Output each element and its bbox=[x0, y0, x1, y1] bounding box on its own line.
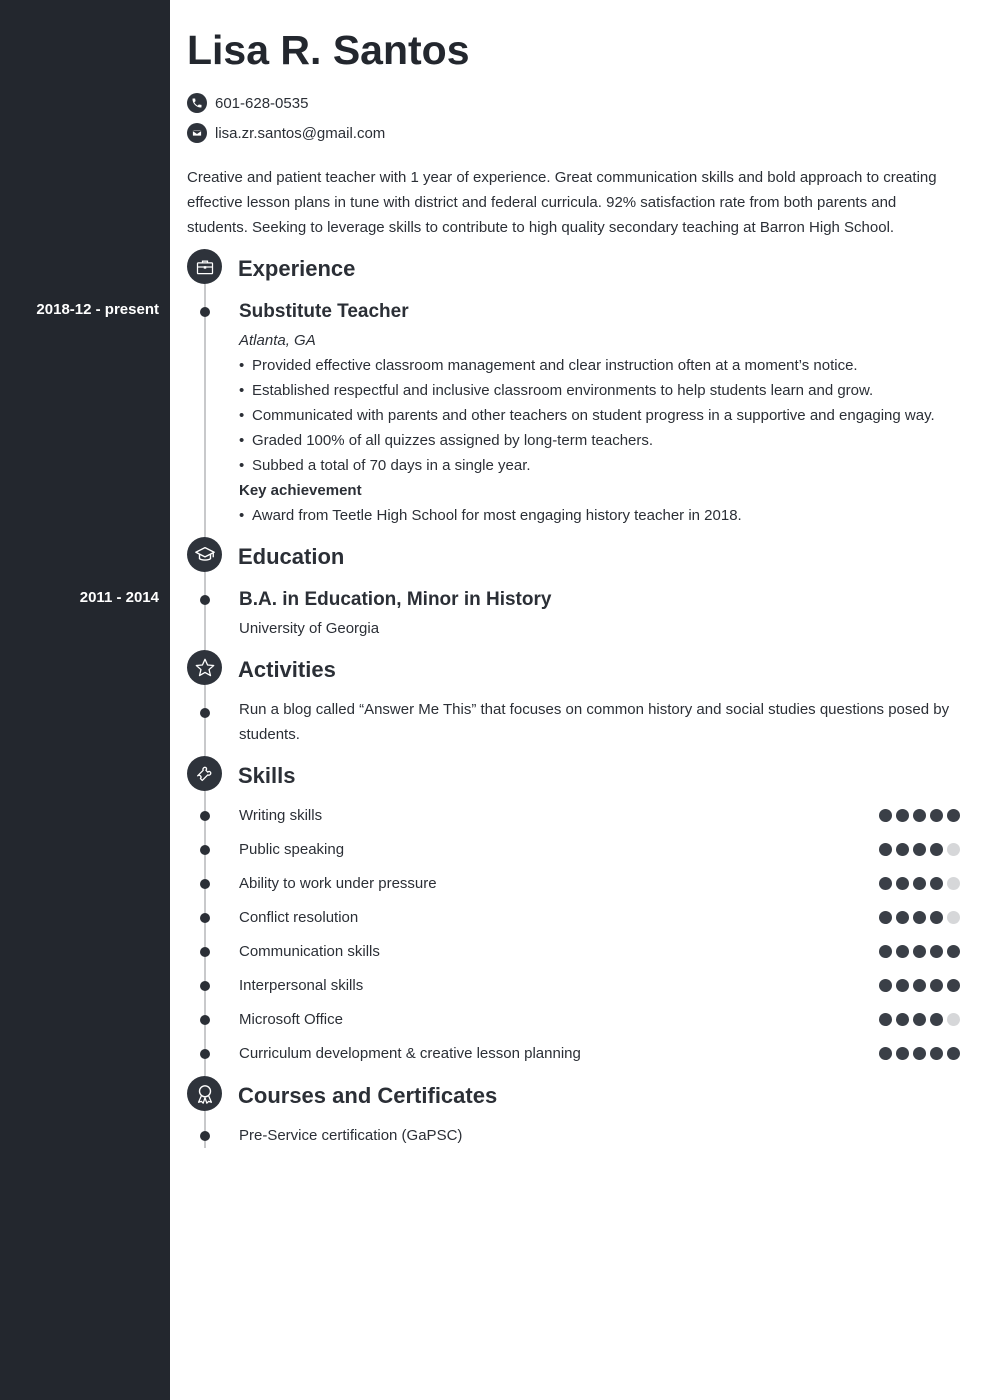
timeline-dot bbox=[200, 1049, 210, 1059]
section-title-courses: Courses and Certificates bbox=[238, 1083, 498, 1108]
rating-dot-filled bbox=[879, 843, 892, 856]
timeline-line-courses bbox=[204, 1111, 206, 1148]
rating-dot-filled bbox=[879, 877, 892, 890]
rating-dot-filled bbox=[879, 1047, 892, 1060]
rating-dot-filled bbox=[930, 877, 943, 890]
list-item: • Graded 100% of all quizzes assigned by long-term teachers. bbox=[239, 428, 935, 453]
timeline-line-education bbox=[204, 572, 206, 650]
section-title-skills: Skills bbox=[238, 763, 296, 788]
rating-dot-filled bbox=[879, 809, 892, 822]
rating-dot-empty bbox=[947, 1013, 960, 1026]
rating-dot-filled bbox=[879, 911, 892, 924]
timeline-line-skills bbox=[204, 791, 206, 1076]
skill-rating bbox=[879, 1013, 960, 1026]
rating-dot-empty bbox=[947, 843, 960, 856]
briefcase-icon bbox=[187, 249, 222, 284]
rating-dot-filled bbox=[913, 1047, 926, 1060]
skill-name: Interpersonal skills bbox=[239, 977, 364, 994]
list-item: • Established respectful and inclusive classroom environments to help students learn and grow. bbox=[239, 378, 935, 403]
envelope-icon bbox=[187, 123, 207, 143]
skill-rating bbox=[879, 945, 960, 958]
skill-name: Public speaking bbox=[239, 841, 345, 858]
star-icon bbox=[187, 650, 222, 685]
skill-name: Curriculum development & creative lesson planning bbox=[239, 1045, 581, 1062]
rating-dot-filled bbox=[947, 979, 960, 992]
rating-dot-filled bbox=[930, 809, 943, 822]
timeline-line-experience bbox=[204, 284, 206, 538]
rating-dot-filled bbox=[913, 979, 926, 992]
profile-summary: Creative and patient teacher with 1 year of experience. Great communication skills and bold approach to creating effective lesson plans in tune with district and federal curricula. 92% satisfaction rate from both parents and students. Seeking to leverage skills to contribute to high quality secondary teaching at Barron High School. bbox=[187, 169, 937, 236]
school-name: University of Georgia bbox=[239, 620, 380, 637]
timeline-dot bbox=[200, 811, 210, 821]
experience-date: 2018-12 - present bbox=[36, 301, 159, 318]
timeline-dot bbox=[200, 1131, 210, 1141]
list-item: • Subbed a total of 70 days in a single year. bbox=[239, 453, 935, 478]
job-duties-list bbox=[239, 353, 935, 478]
rating-dot-filled bbox=[896, 911, 909, 924]
rating-dot-filled bbox=[896, 843, 909, 856]
section-title-activities: Activities bbox=[238, 657, 336, 682]
rating-dot-filled bbox=[947, 945, 960, 958]
skill-name: Writing skills bbox=[239, 807, 323, 824]
rating-dot-filled bbox=[947, 809, 960, 822]
timeline-dot bbox=[200, 981, 210, 991]
graduation-cap-icon bbox=[187, 537, 222, 572]
timeline-dot bbox=[200, 879, 210, 889]
rating-dot-filled bbox=[930, 1047, 943, 1060]
section-title-education: Education bbox=[238, 544, 345, 569]
skill-rating bbox=[879, 1047, 960, 1060]
section-title-experience: Experience bbox=[238, 256, 356, 281]
skill-rating bbox=[879, 809, 960, 822]
rating-dot-filled bbox=[896, 979, 909, 992]
phone-number[interactable]: 601-628-0535 bbox=[215, 94, 309, 112]
timeline-dot bbox=[200, 595, 210, 605]
timeline-dot bbox=[200, 913, 210, 923]
award-ribbon-icon bbox=[187, 1076, 222, 1111]
rating-dot-filled bbox=[896, 809, 909, 822]
job-location: Atlanta, GA bbox=[239, 332, 316, 349]
candidate-name: Lisa R. Santos bbox=[187, 27, 470, 73]
email-address[interactable]: lisa.zr.santos@gmail.com bbox=[215, 124, 386, 142]
rating-dot-filled bbox=[896, 1047, 909, 1060]
rating-dot-filled bbox=[930, 979, 943, 992]
timeline-dot bbox=[200, 947, 210, 957]
rating-dot-filled bbox=[930, 911, 943, 924]
rating-dot-filled bbox=[879, 1013, 892, 1026]
rating-dot-filled bbox=[896, 877, 909, 890]
rating-dot-filled bbox=[930, 843, 943, 856]
list-item: • Provided effective classroom management and clear instruction often at a moment’s notice. bbox=[239, 353, 935, 378]
timeline-dot bbox=[200, 307, 210, 317]
skill-rating bbox=[879, 843, 960, 856]
rating-dot-filled bbox=[930, 1013, 943, 1026]
list-item: • Communicated with parents and other teachers on student progress in a supportive and engaging way. bbox=[239, 403, 935, 428]
activity-text-line: students. bbox=[239, 726, 300, 743]
skill-rating bbox=[879, 979, 960, 992]
course-item: Pre-Service certification (GaPSC) bbox=[239, 1127, 463, 1144]
left-sidebar bbox=[0, 0, 170, 1400]
rating-dot-filled bbox=[896, 1013, 909, 1026]
achievements-list bbox=[239, 503, 742, 528]
rating-dot-filled bbox=[896, 945, 909, 958]
rating-dot-filled bbox=[913, 877, 926, 890]
skill-name: Conflict resolution bbox=[239, 909, 359, 926]
skill-name: Communication skills bbox=[239, 943, 380, 960]
rating-dot-filled bbox=[879, 979, 892, 992]
skill-rating bbox=[879, 911, 960, 924]
rating-dot-empty bbox=[947, 877, 960, 890]
key-achievement-label: Key achievement bbox=[239, 482, 362, 499]
phone-icon bbox=[187, 93, 207, 113]
rating-dot-empty bbox=[947, 911, 960, 924]
skill-name: Microsoft Office bbox=[239, 1011, 343, 1028]
timeline-dot bbox=[200, 1015, 210, 1025]
rating-dot-filled bbox=[913, 843, 926, 856]
education-date: 2011 - 2014 bbox=[79, 589, 159, 606]
list-item: • Award from Teetle High School for most engaging history teacher in 2018. bbox=[239, 503, 742, 528]
rating-dot-filled bbox=[930, 945, 943, 958]
timeline-dot bbox=[200, 845, 210, 855]
timeline-dot bbox=[200, 708, 210, 718]
rating-dot-filled bbox=[913, 911, 926, 924]
activity-text-line: Run a blog called “Answer Me This” that focuses on common history and social studies questions posed by bbox=[239, 701, 950, 718]
job-title: Substitute Teacher bbox=[239, 301, 409, 322]
rating-dot-filled bbox=[913, 809, 926, 822]
timeline-line-activities bbox=[204, 685, 206, 756]
rating-dot-filled bbox=[947, 1047, 960, 1060]
skill-name: Ability to work under pressure bbox=[239, 875, 437, 892]
rating-dot-filled bbox=[913, 1013, 926, 1026]
skill-rating bbox=[879, 877, 960, 890]
puzzle-icon bbox=[187, 756, 222, 791]
rating-dot-filled bbox=[879, 945, 892, 958]
email-contact bbox=[187, 123, 385, 143]
rating-dot-filled bbox=[913, 945, 926, 958]
degree-title: B.A. in Education, Minor in History bbox=[239, 589, 552, 610]
phone-contact bbox=[187, 93, 308, 113]
